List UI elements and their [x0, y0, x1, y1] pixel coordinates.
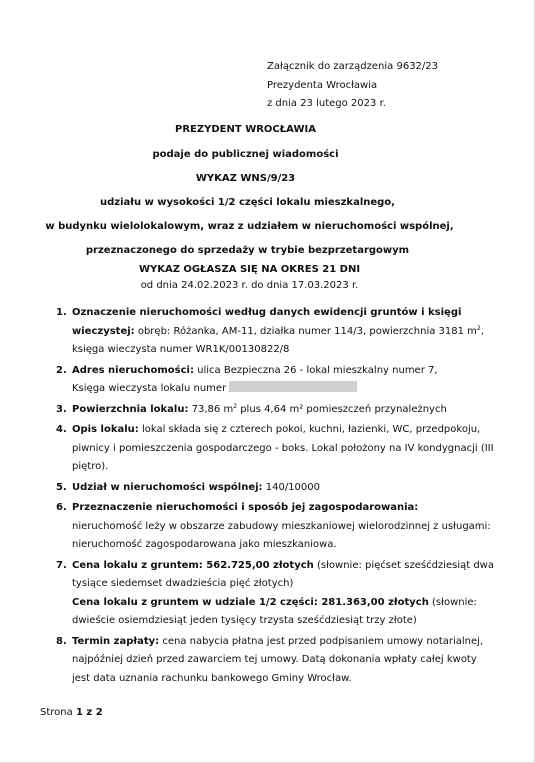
item-label: Przeznaczenie nieruchomości i sposób jej zagospodarowania:: [72, 502, 419, 513]
list-item: [56, 421, 496, 477]
header-line-2: w budynku wielolokalowym, wraz z udziałem w nieruchomości wspólnej,: [45, 221, 454, 232]
list-item: [56, 499, 496, 555]
item-text: plus 4,64 m² pomieszczeń przynależnych: [237, 403, 447, 415]
item-text: nieruchomość leży w obszarze zabudowy mieszkaniowej wielorodzinnej z usługami: nieruchomość zagospodarowana jako mieszkaniowa.: [72, 520, 491, 550]
item-label: Adres nieruchomości:: [72, 364, 194, 376]
attachment-note: [267, 58, 438, 114]
item-label: Oznaczenie nieruchomości według danych ewidencji gruntów i księgi wieczystej:: [72, 307, 462, 337]
document-title: WYKAZ WNS/9/23: [195, 173, 296, 184]
item-number: 8.: [56, 635, 67, 647]
item-label: Cena lokalu z gruntem w udziale 1/2 części: 281.363,00 złotych: [72, 596, 429, 608]
item-text: 73,86 m: [188, 403, 234, 415]
list-item: [56, 362, 496, 399]
item-text: (słownie: dwieście osiemdziesiąt jeden tysięcy trzysta sześćdziesiąt trzy złote): [72, 596, 477, 626]
header-line-3: przeznaczonego do sprzedaży w trybie bezprzetargowym: [85, 245, 410, 256]
period-title: WYKAZ OGŁASZA SIĘ NA OKRES 21 DNI: [138, 264, 361, 275]
page-footer: [40, 707, 103, 718]
item-label: Opis lokalu:: [72, 424, 139, 435]
item-text: obręb: Różanka, AM-11, działka numer 114/3, powierzchnia 3181 m: [134, 325, 477, 337]
item-number: 3.: [56, 403, 67, 415]
items-list: [56, 304, 496, 690]
attachment-line-3: z dnia 23 lutego 2023 r.: [267, 98, 386, 109]
superscript: 2: [476, 324, 481, 332]
item-text: (słownie: pięćset sześćdziesiąt dwa tysiące siedemset dwadzieścia pięć złotych): [72, 559, 494, 589]
item-text: lokal składa się z czterech pokoi, kuchni, łazienki, WC, przedpokoju, piwnicy i pomieszczenia gospodarczego - boks. Lokal położony na IV kondygnacji (III piętro).: [72, 424, 494, 472]
attachment-line-1: Załącznik do zarządzenia 9632/23: [267, 61, 439, 72]
item-number: 7.: [56, 559, 67, 571]
item-number: 4.: [56, 424, 67, 435]
period-dates: od dnia 24.02.2023 r. do dnia 17.03.2023 r.: [140, 280, 359, 291]
item-number: 6.: [56, 502, 67, 513]
item-number: 2.: [56, 364, 67, 376]
item-number: 1.: [56, 307, 67, 318]
item-number: 5.: [56, 481, 67, 493]
superscript: 2: [233, 402, 238, 410]
item-text: , księga wieczysta numer WR1K/00130822/8: [72, 325, 484, 355]
list-item: [56, 304, 496, 360]
item-text: Księga wieczysta lokalu numer: [72, 383, 230, 394]
list-item: [56, 479, 496, 498]
item-label: Powierzchnia lokalu:: [72, 403, 189, 415]
list-item: [56, 401, 496, 420]
current-page-number: 1: [75, 707, 83, 718]
item-text: 140/10000: [262, 481, 320, 493]
header-line-1: udziału w wysokości 1/2 części lokalu mieszkalnego,: [100, 197, 395, 208]
redacted-block: [229, 381, 357, 392]
item-label: Cena lokalu z gruntem: 562.725,00 złotych: [72, 559, 314, 571]
item-text: ulica Bezpieczna 26 - lokal mieszkalny numer 7,: [193, 364, 438, 376]
attachment-line-2: Prezydenta Wrocławia: [267, 79, 378, 91]
item-label: Termin zapłaty:: [72, 635, 160, 647]
list-item: [56, 633, 496, 689]
total-page-count: 2: [95, 707, 103, 718]
list-item: [56, 557, 496, 631]
header-publicize: podaje do publicznej wiadomości: [152, 149, 339, 160]
header-president: PREZYDENT WROCŁAWIA: [175, 124, 316, 135]
page-label: Strona: [40, 707, 76, 718]
page-separator: z: [82, 707, 96, 718]
item-text: cena nabycia płatna jest przed podpisaniem umowy notarialnej, najpóźniej dzień przed zawarciem tej umowy. Datą dokonania wpłaty całej kwoty jest data uznania rachunku bankowego Gminy Wrocław.: [72, 635, 484, 684]
item-label: Udział w nieruchomości wspólnej:: [72, 481, 263, 493]
